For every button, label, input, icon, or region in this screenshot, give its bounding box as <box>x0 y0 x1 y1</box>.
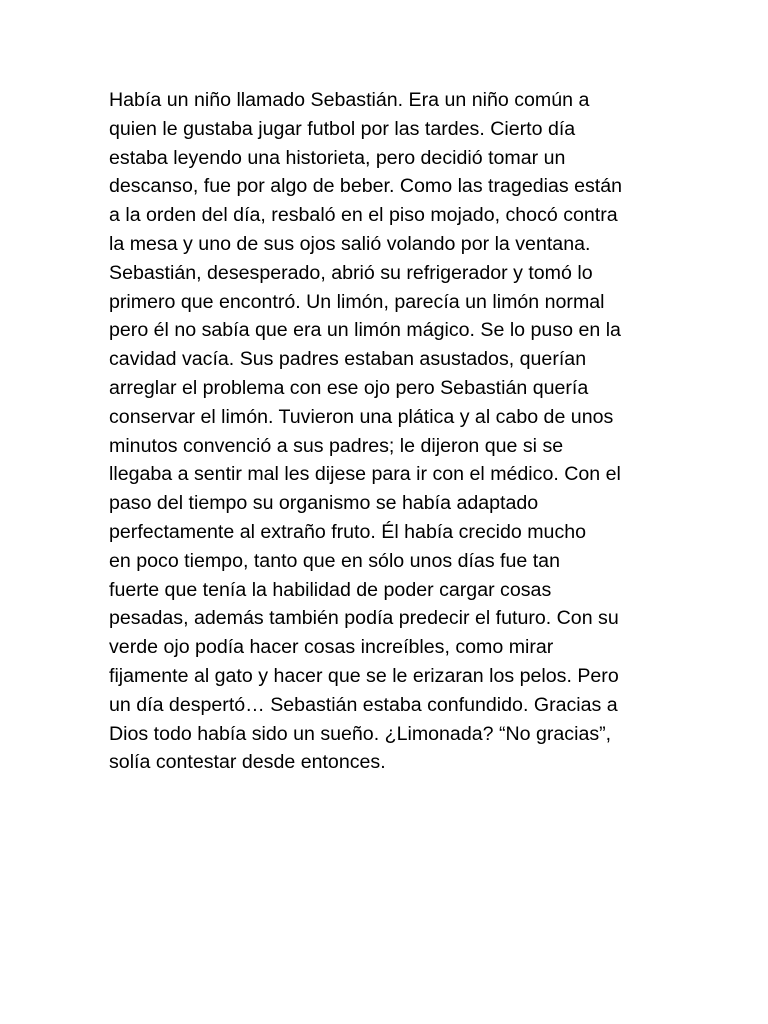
paragraph-line-10: cavidad vacía. Sus padres estaban asustados, querían <box>109 348 587 371</box>
paragraph-line-14: llegaba a sentir mal les dijese para ir con el médico. Con el <box>109 463 621 486</box>
paragraph-line-11: arreglar el problema con ese ojo pero Sebastián quería <box>109 376 589 399</box>
paragraph-line-5: a la orden del día, resbaló en el piso mojado, chocó contra <box>109 204 618 227</box>
paragraph-line-17: en poco tiempo, tanto que en sólo unos días fue tan <box>109 549 560 572</box>
paragraph-line-19: pesadas, además también podía predecir el futuro. Con su <box>109 607 619 630</box>
paragraph-line-23: Dios todo había sido un sueño. ¿Limonada? “No gracias”, <box>109 722 612 745</box>
paragraph-line-13: minutos convenció a sus padres; le dijeron que si se <box>109 434 564 457</box>
paragraph-line-16: perfectamente al extraño fruto. Él había crecido mucho <box>109 520 587 543</box>
paragraph-line-22: un día despertó… Sebastián estaba confundido. Gracias a <box>109 693 618 716</box>
story-paragraph <box>109 86 669 777</box>
paragraph-line-9: pero él no sabía que era un limón mágico. Se lo puso en la <box>109 319 621 342</box>
paragraph-line-21: fijamente al gato y hacer que se le erizaran los pelos. Pero <box>109 664 619 687</box>
paragraph-line-24: solía contestar desde entonces. <box>109 751 386 774</box>
paragraph-line-2: quien le gustaba jugar futbol por las tardes. Cierto día <box>109 117 576 140</box>
paragraph-line-6: la mesa y uno de sus ojos salió volando por la ventana. <box>109 232 591 255</box>
paragraph-line-12: conservar el limón. Tuvieron una plática y al cabo de unos <box>109 405 614 428</box>
paragraph-line-3: estaba leyendo una historieta, pero decidió tomar un <box>109 146 566 169</box>
paragraph-line-15: paso del tiempo su organismo se había adaptado <box>109 492 539 515</box>
paragraph-line-1: Había un niño llamado Sebastián. Era un niño común a <box>109 89 590 111</box>
paragraph-line-4: descanso, fue por algo de beber. Como las tragedias están <box>109 175 623 198</box>
paragraph-line-18: fuerte que tenía la habilidad de poder cargar cosas <box>109 578 552 601</box>
paragraph-line-20: verde ojo podía hacer cosas increíbles, como mirar <box>109 636 554 659</box>
paragraph-line-7: Sebastián, desesperado, abrió su refrigerador y tomó lo <box>109 261 593 284</box>
paragraph-line-8: primero que encontró. Un limón, parecía un limón normal <box>109 290 605 313</box>
